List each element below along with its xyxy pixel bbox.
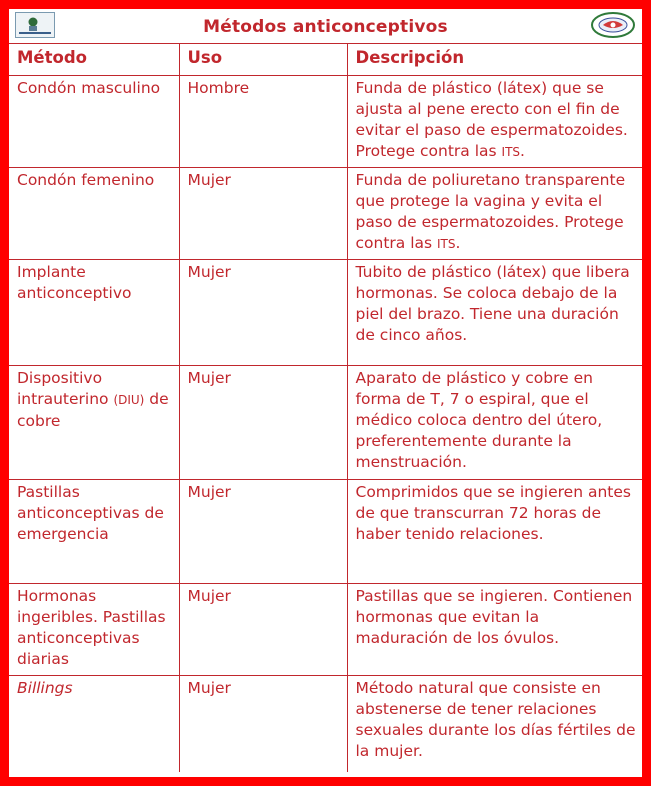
cell-metodo: Billings — [17, 679, 73, 697]
cell-uso: Mujer — [179, 480, 347, 584]
description-end: . — [455, 234, 461, 252]
cell-descripcion: Aparato de plástico y cobre en forma de T, 7 o espiral, que el médico coloca dentro del útero, preferentemente durante la menstruación. — [347, 366, 642, 480]
abbr-its: ITS — [501, 145, 521, 159]
cell-metodo: Condón femenino — [9, 168, 179, 260]
description-text: Funda de poliuretano transparente que protege la vagina y evita el paso de espermatozoides. Protege contra las — [355, 171, 626, 252]
table-header-row — [9, 43, 642, 76]
cell-descripcion — [347, 168, 642, 260]
document-frame — [9, 9, 642, 777]
cell-uso: Mujer — [179, 260, 347, 366]
table-header-bar — [9, 9, 642, 44]
methods-table — [9, 43, 642, 772]
table-row — [9, 676, 642, 772]
table-row — [9, 168, 642, 260]
table-row — [9, 366, 642, 480]
column-header-descripcion: Descripción — [347, 43, 642, 76]
cell-metodo: Condón masculino — [9, 76, 179, 168]
cell-uso: Mujer — [179, 584, 347, 676]
description-text: Funda de plástico (látex) que se ajusta al pene erecto con el fin de evitar el paso de espermatozoides. Protege contra las — [355, 79, 628, 160]
cell-descripcion: Tubito de plástico (látex) que libera hormonas. Se coloca debajo de la piel del brazo. Tiene una duración de cinco años. — [347, 260, 642, 366]
column-header-uso: Uso — [179, 43, 347, 76]
table-row — [9, 584, 642, 676]
page-title: Métodos anticonceptivos — [203, 17, 448, 37]
cell-metodo — [9, 366, 179, 480]
method-text: Dispositivo intrauterino — [17, 369, 114, 408]
cell-descripcion: Método natural que consiste en abstenerse de tener relaciones sexuales durante los días fértiles de la mujer. — [347, 676, 642, 772]
method-end: de cobre — [17, 390, 169, 430]
cell-descripcion — [347, 76, 642, 168]
table-row — [9, 76, 642, 168]
description-end: . — [520, 142, 525, 160]
abbr-its: ITS — [437, 237, 456, 251]
cell-uso: Mujer — [179, 676, 347, 772]
cell-metodo: Implante anticonceptivo — [9, 260, 179, 366]
table-row — [9, 260, 642, 366]
column-header-metodo: Método — [9, 43, 179, 76]
cell-uso: Mujer — [179, 366, 347, 480]
cell-uso: Mujer — [179, 168, 347, 260]
cell-metodo: Pastillas anticonceptivas de emergencia — [9, 480, 179, 584]
cell-uso: Hombre — [179, 76, 347, 168]
abbr-diu: (DIU) — [113, 393, 145, 407]
cell-descripcion: Comprimidos que se ingieren antes de que transcurran 72 horas de haber tenido relaciones. — [347, 480, 642, 584]
cell-descripcion: Pastillas que se ingieren. Contienen hormonas que evitan la maduración de los óvulos. — [347, 584, 642, 676]
cell-metodo: Hormonas ingeribles. Pastillas anticonceptivas diarias — [9, 584, 179, 676]
right-logo-icon — [590, 11, 636, 39]
table-row — [9, 480, 642, 584]
